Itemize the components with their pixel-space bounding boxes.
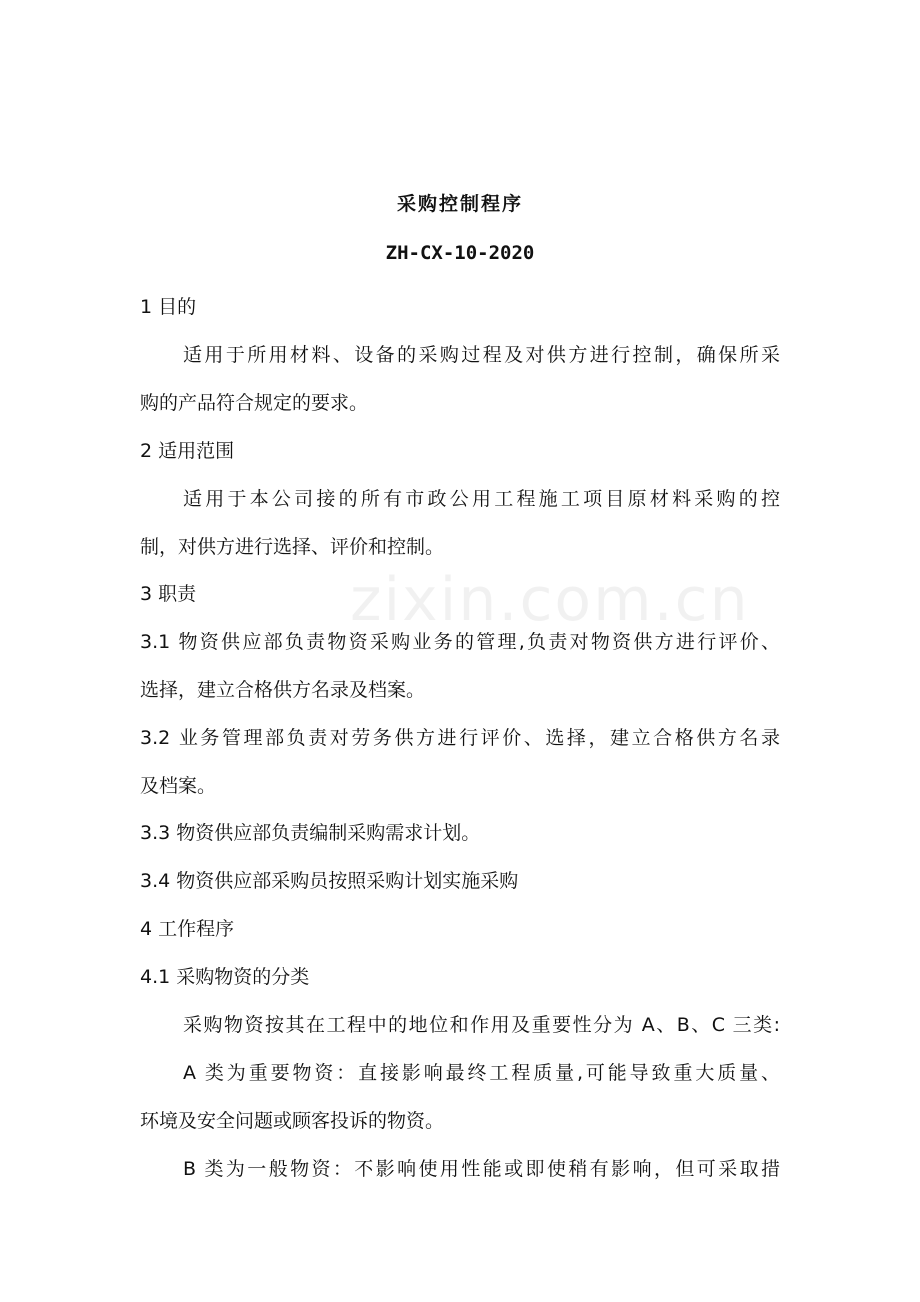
paragraph-line: 制，对供方进行选择、评价和控制。 bbox=[140, 536, 445, 558]
paragraph-line: 及档案。 bbox=[140, 775, 217, 797]
document-code: ZH-CX-10-2020 bbox=[385, 242, 535, 264]
paragraph-line: 3.1 物资供应部负责物资采购业务的管理,负责对物资供方进行评价、 bbox=[140, 631, 780, 653]
paragraph-line: 3.2 业务管理部负责对劳务供方进行评价、选择，建立合格供方名录 bbox=[140, 727, 780, 749]
paragraph-line: 适用于本公司接的所有市政公用工程施工项目原材料采购的控 bbox=[183, 488, 780, 510]
paragraph-line: 采购物资按其在工程中的地位和作用及重要性分为 A、B、C 三类: bbox=[183, 1014, 780, 1036]
section-heading-purpose: 1 目的 bbox=[140, 296, 197, 318]
paragraph-line: 3.4 物资供应部采购员按照采购计划实施采购 bbox=[140, 870, 519, 892]
subsection-heading: 4.1 采购物资的分类 bbox=[140, 966, 310, 988]
paragraph-line: 环境及安全问题或顾客投诉的物资。 bbox=[140, 1110, 445, 1132]
section-heading-responsibilities: 3 职责 bbox=[140, 583, 197, 605]
paragraph-line: A 类为重要物资：直接影响最终工程质量,可能导致重大质量、 bbox=[183, 1062, 780, 1084]
watermark: zixin.com.cn bbox=[350, 565, 750, 635]
section-heading-scope: 2 适用范围 bbox=[140, 440, 235, 462]
paragraph-line: 适用于所用材料、设备的采购过程及对供方进行控制，确保所采 bbox=[183, 344, 780, 366]
document-title: 采购控制程序 bbox=[396, 193, 523, 215]
paragraph-line: B 类为一般物资：不影响使用性能或即使稍有影响，但可采取措 bbox=[183, 1158, 780, 1180]
paragraph-line: 3.3 物资供应部负责编制采购需求计划。 bbox=[140, 822, 481, 844]
section-heading-procedure: 4 工作程序 bbox=[140, 918, 235, 940]
paragraph-line: 选择，建立合格供方名录及档案。 bbox=[140, 679, 426, 701]
paragraph-line: 购的产品符合规定的要求。 bbox=[140, 392, 369, 414]
